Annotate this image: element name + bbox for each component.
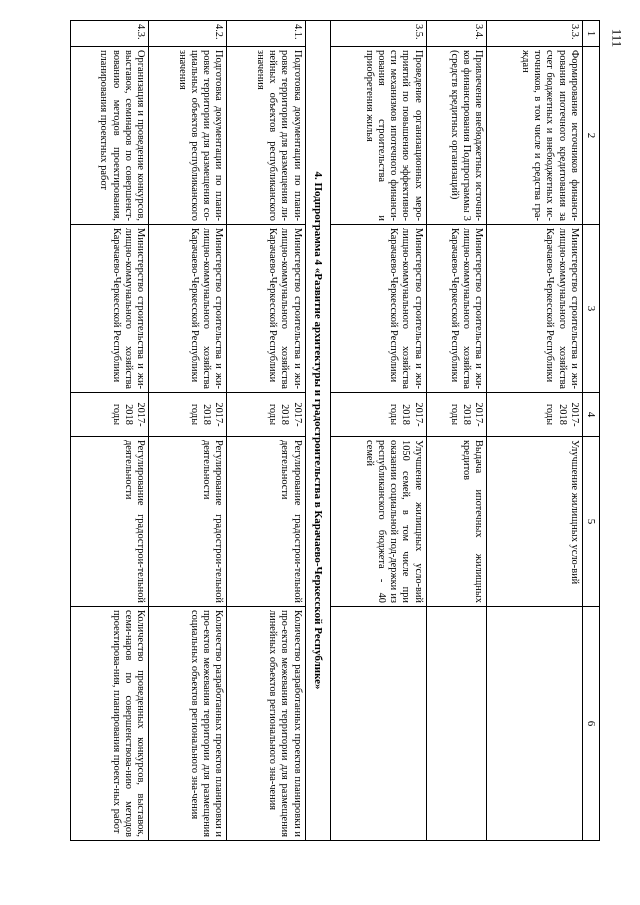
activity-cell: Организация и проведение конкурсов, выставок, семинаров по совершенст-вованию методов проектирования, планирования проектных работ	[71, 47, 149, 225]
table-row	[149, 21, 227, 841]
header-cell: 2	[583, 47, 600, 225]
table-row	[227, 21, 305, 841]
row-number: 3.5.	[330, 21, 426, 47]
executor-cell: Министерство строительства и жи-лищно-коммунального хозяйства Карачаево-Черкесской Республики	[426, 225, 486, 393]
activity-cell: Формирование источников финанси-рования ипотечного кредитования за счет бюджетных и внебюджетных ис-точников, в том числе и средства гра-ждан	[487, 47, 583, 225]
result-cell: Выдача ипотечных жилищных кредитов	[426, 437, 486, 607]
executor-cell: Министерство строительства и жи-лищно-коммунального хозяйства Карачаево-Черкесской Республики	[227, 225, 305, 393]
period-cell: 2017-2018 годы	[487, 393, 583, 437]
result-cell: Улучшение жилищных усло-вий 1050 семей, в том числе при оказании социальной под-держки из республиканского бюджета - 40 семей	[330, 437, 426, 607]
page-number: 111	[609, 28, 625, 48]
indicator-cell	[426, 607, 486, 841]
indicator-cell: Количество разработанных проектов планировки и про-ектов межевания территории для размещения социальных объектов регионального зна-чения	[149, 607, 227, 841]
table-row	[330, 21, 426, 841]
table-row	[71, 21, 149, 841]
header-cell: 3	[583, 225, 600, 393]
header-cell: 1	[583, 21, 600, 47]
table-row	[487, 21, 583, 841]
indicator-cell	[330, 607, 426, 841]
activity-cell: Проведение организационных меро-приятий по повышению эффективно-сти механизмов ипотечного финанси-рования строительства и приобретения жилья	[330, 47, 426, 225]
row-number: 4.3.	[71, 21, 149, 47]
section-title: 4. Подпрограмма 4 «Развитие архитектуры и градостроительства в Карачаево-Черкесской Республике»	[305, 21, 330, 841]
program-activities-table	[70, 20, 600, 841]
row-number: 4.2.	[149, 21, 227, 47]
row-number: 3.3.	[487, 21, 583, 47]
header-row	[583, 21, 600, 841]
result-cell: Регулирование градострои-тельной деятельности	[149, 437, 227, 607]
period-cell: 2017-2018 годы	[426, 393, 486, 437]
indicator-cell: Количество проведенных конкурсов, выставок, семи-наров по совершенствова-нию методов проектирова-ния, планирования проект-ных работ	[71, 607, 149, 841]
table-row	[426, 21, 486, 841]
period-cell: 2017-2018 годы	[227, 393, 305, 437]
period-cell: 2017-2018 годы	[71, 393, 149, 437]
activity-cell: Привлечение внебюджетных источни-ков финансирования Подпрограммы 3 (средств кредитных организаций)	[426, 47, 486, 225]
result-cell: Улучшение жилищных усло-вий	[487, 437, 583, 607]
rotated-table-wrapper	[70, 20, 600, 840]
indicator-cell: Количество разработанных проектов планировки и про-ектов межевания территории для размещения линейных объектов регионального зна-чения	[227, 607, 305, 841]
executor-cell: Министерство строительства и жи-лищно-коммунального хозяйства Карачаево-Черкесской Республики	[149, 225, 227, 393]
row-number: 3.4.	[426, 21, 486, 47]
activity-cell: Подготовка документации по плани-ровке территории для размещения со-циальных объектов республиканского значения	[149, 47, 227, 225]
header-cell: 4	[583, 393, 600, 437]
header-cell: 5	[583, 437, 600, 607]
result-cell: Регулирование градострои-тельной деятельности	[227, 437, 305, 607]
executor-cell: Министерство строительства и жи-лищно-коммунального хозяйства Карачаево-Черкесской Республики	[487, 225, 583, 393]
result-cell: Регулирование градострои-тельной деятельности	[71, 437, 149, 607]
executor-cell: Министерство строительства и жи-лищно-коммунального хозяйства Карачаево-Черкесской Республики	[71, 225, 149, 393]
header-cell: 6	[583, 607, 600, 841]
activity-cell: Подготовка документации по плани-ровке территории для размещения ли-нейных объектов республиканского значения	[227, 47, 305, 225]
period-cell: 2017-2018 годы	[330, 393, 426, 437]
section-row	[305, 21, 330, 841]
executor-cell: Министерство строительства и жи-лищно-коммунального хозяйства Карачаево-Черкесской Республики	[330, 225, 426, 393]
row-number: 4.1.	[227, 21, 305, 47]
indicator-cell	[487, 607, 583, 841]
period-cell: 2017-2018 годы	[149, 393, 227, 437]
